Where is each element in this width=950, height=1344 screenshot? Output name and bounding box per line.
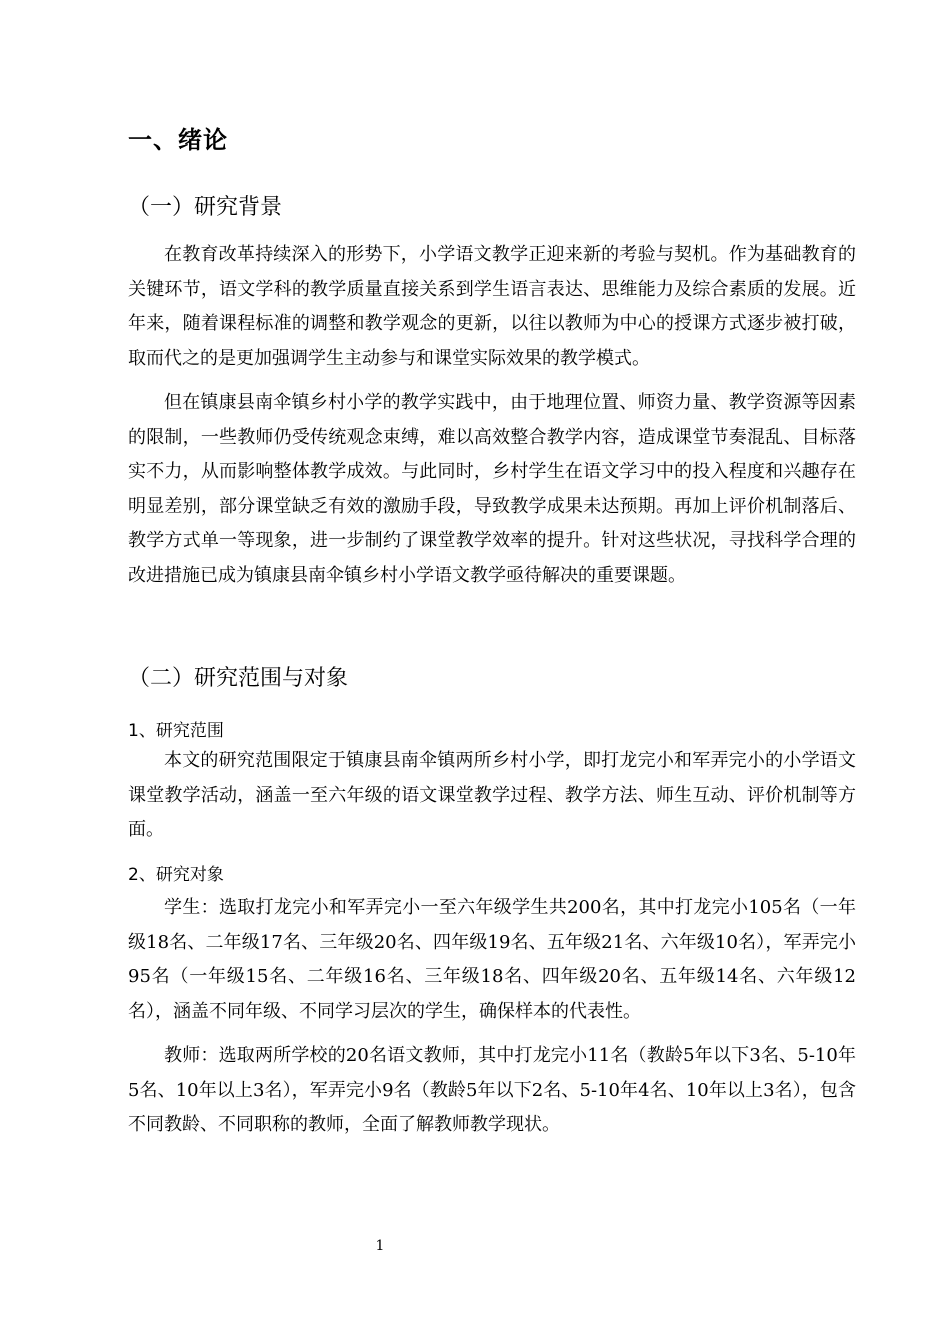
section-title-scope: （二）研究范围与对象	[128, 666, 349, 691]
subsection-title-scope: 1、研究范围	[128, 721, 224, 741]
paragraph-students: 学生：选取打龙完小和军弄完小一至六年级学生共200名，其中打龙完小105名（一年级18名、二年级17名、三年级20名、四年级19名、五年级21名、六年级10名），军弄完小95名（一年级15名、二年级16名、三年级18名、四年级20名、五年级14名、六年级12名），涵盖不同年级、不同学习层次的学生，确保样本的代表性。	[128, 897, 856, 1022]
paragraph-background-1: 在教育改革持续深入的形势下，小学语文教学正迎来新的考验与契机。作为基础教育的关键环节，语文学科的教学质量直接关系到学生语言表达、思维能力及综合素质的发展。近年来，随着课程标准的调整和教学观念的更新，以往以教师为中心的授课方式逐步被打破，取而代之的是更加强调学生主动参与和课堂实际效果的教学模式。	[128, 244, 856, 369]
paragraph-teachers: 教师：选取两所学校的20名语文教师，其中打龙完小11名（教龄5年以下3名、5-10年5名、10年以上3名），军弄完小9名（教龄5年以下2名、5-10年4名、10年以上3名），包含不同教龄、不同职称的教师，全面了解教师教学现状。	[128, 1045, 856, 1135]
page-number: 1	[375, 1238, 385, 1254]
paragraph-background-2: 但在镇康县南伞镇乡村小学的教学实践中，由于地理位置、师资力量、教学资源等因素的限制，一些教师仍受传统观念束缚，难以高效整合教学内容，造成课堂节奏混乱、目标落实不力，从而影响整体教学成效。与此同时，乡村学生在语文学习中的投入程度和兴趣存在明显差别，部分课堂缺乏有效的激励手段，导致教学成果未达预期。再加上评价机制落后、教学方式单一等现象，进一步制约了课堂教学效率的提升。针对这些状况，寻找科学合理的改进措施已成为镇康县南伞镇乡村小学语文教学亟待解决的重要课题。	[128, 392, 856, 586]
chapter-title: 一、绪论	[128, 126, 228, 154]
subsection-title-subjects: 2、研究对象	[128, 865, 224, 885]
section-title-background: （一）研究背景	[128, 195, 283, 220]
paragraph-scope: 本文的研究范围限定于镇康县南伞镇两所乡村小学，即打龙完小和军弄完小的小学语文课堂教学活动，涵盖一至六年级的语文课堂教学过程、教学方法、师生互动、评价机制等方面。	[128, 750, 856, 840]
